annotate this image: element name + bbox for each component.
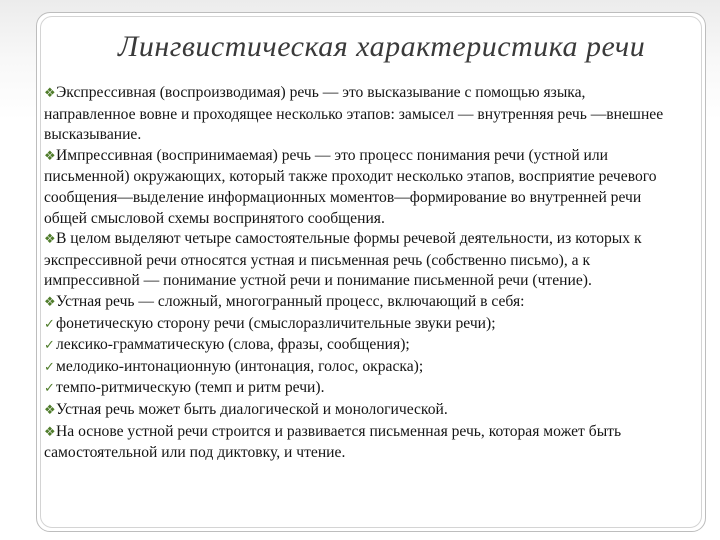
paragraph-text: Импрессивная (воспринимаемая) речь — это процесс понимания речи (устной или письменной) окружающих, который также проходит несколько этапов, восприятие речевого сообщения—выделение информационных моментов—формирование во внутренней речи общей смысловой схемы воспринятого сообщения. [44,146,657,227]
checkmark-bullet-icon: ✓ [44,338,55,354]
diamond-bullet-icon: ❖ [44,86,56,101]
list-item-lexical [44,335,676,357]
diamond-bullet-icon: ❖ [44,148,56,164]
paragraph-four-forms [44,229,676,292]
paragraph-text: Устная речь может быть диалогической и монологической. [56,400,448,418]
paragraph-text: Устная речь — сложный, многогранный процесс, включающий в себя: [56,292,525,310]
list-item-text: темпо-ритмическую (темп и ритм речи). [56,379,325,397]
list-item-phonetic [44,314,676,336]
slide-content [44,83,676,464]
checkmark-bullet-icon: ✓ [44,381,55,397]
checkmark-bullet-icon: ✓ [44,316,55,332]
paragraph-dialogic [44,400,676,422]
checkmark-bullet-icon: ✓ [44,359,55,375]
list-item-melodic [44,357,676,379]
paragraph-impressive-speech [44,146,676,229]
diamond-bullet-icon: ❖ [44,402,56,418]
diamond-bullet-icon: ❖ [44,232,56,248]
paragraph-written-speech [44,422,676,464]
paragraph-text: В целом выделяют четыре самостоятельные формы речевой деятельности, из которых к экспрессивной речи относятся устная и письменная речь (собственно письмо), а к импрессивной — понимание устной речи и понимание письменной речи (чтение). [44,230,642,290]
paragraph-oral-speech [44,292,676,314]
diamond-bullet-icon: ❖ [44,294,56,310]
list-item-text: фонетическую сторону речи (смыслоразличительные звуки речи); [56,314,496,332]
slide-title: Лингвистическая характеристика речи [118,30,646,63]
paragraph-text: На основе устной речи строится и развивается письменная речь, которая может быть самостоятельной или под диктовку, и чтение. [44,422,622,462]
list-item-text: мелодико-интонационную (интонация, голос, окраска); [56,357,424,375]
paragraph-text: Экспрессивная (воспроизводимая) речь — это высказывание с помощью языка, направленное вовне и проходящее несколько этапов: замысел — внутренняя речь —внешнее высказывание. [44,84,664,144]
paragraph-expressive-speech [44,83,676,146]
list-item-text: лексико-грамматическую (слова, фразы, сообщения); [56,336,410,354]
diamond-bullet-icon: ❖ [44,424,56,440]
list-item-tempo [44,378,676,400]
